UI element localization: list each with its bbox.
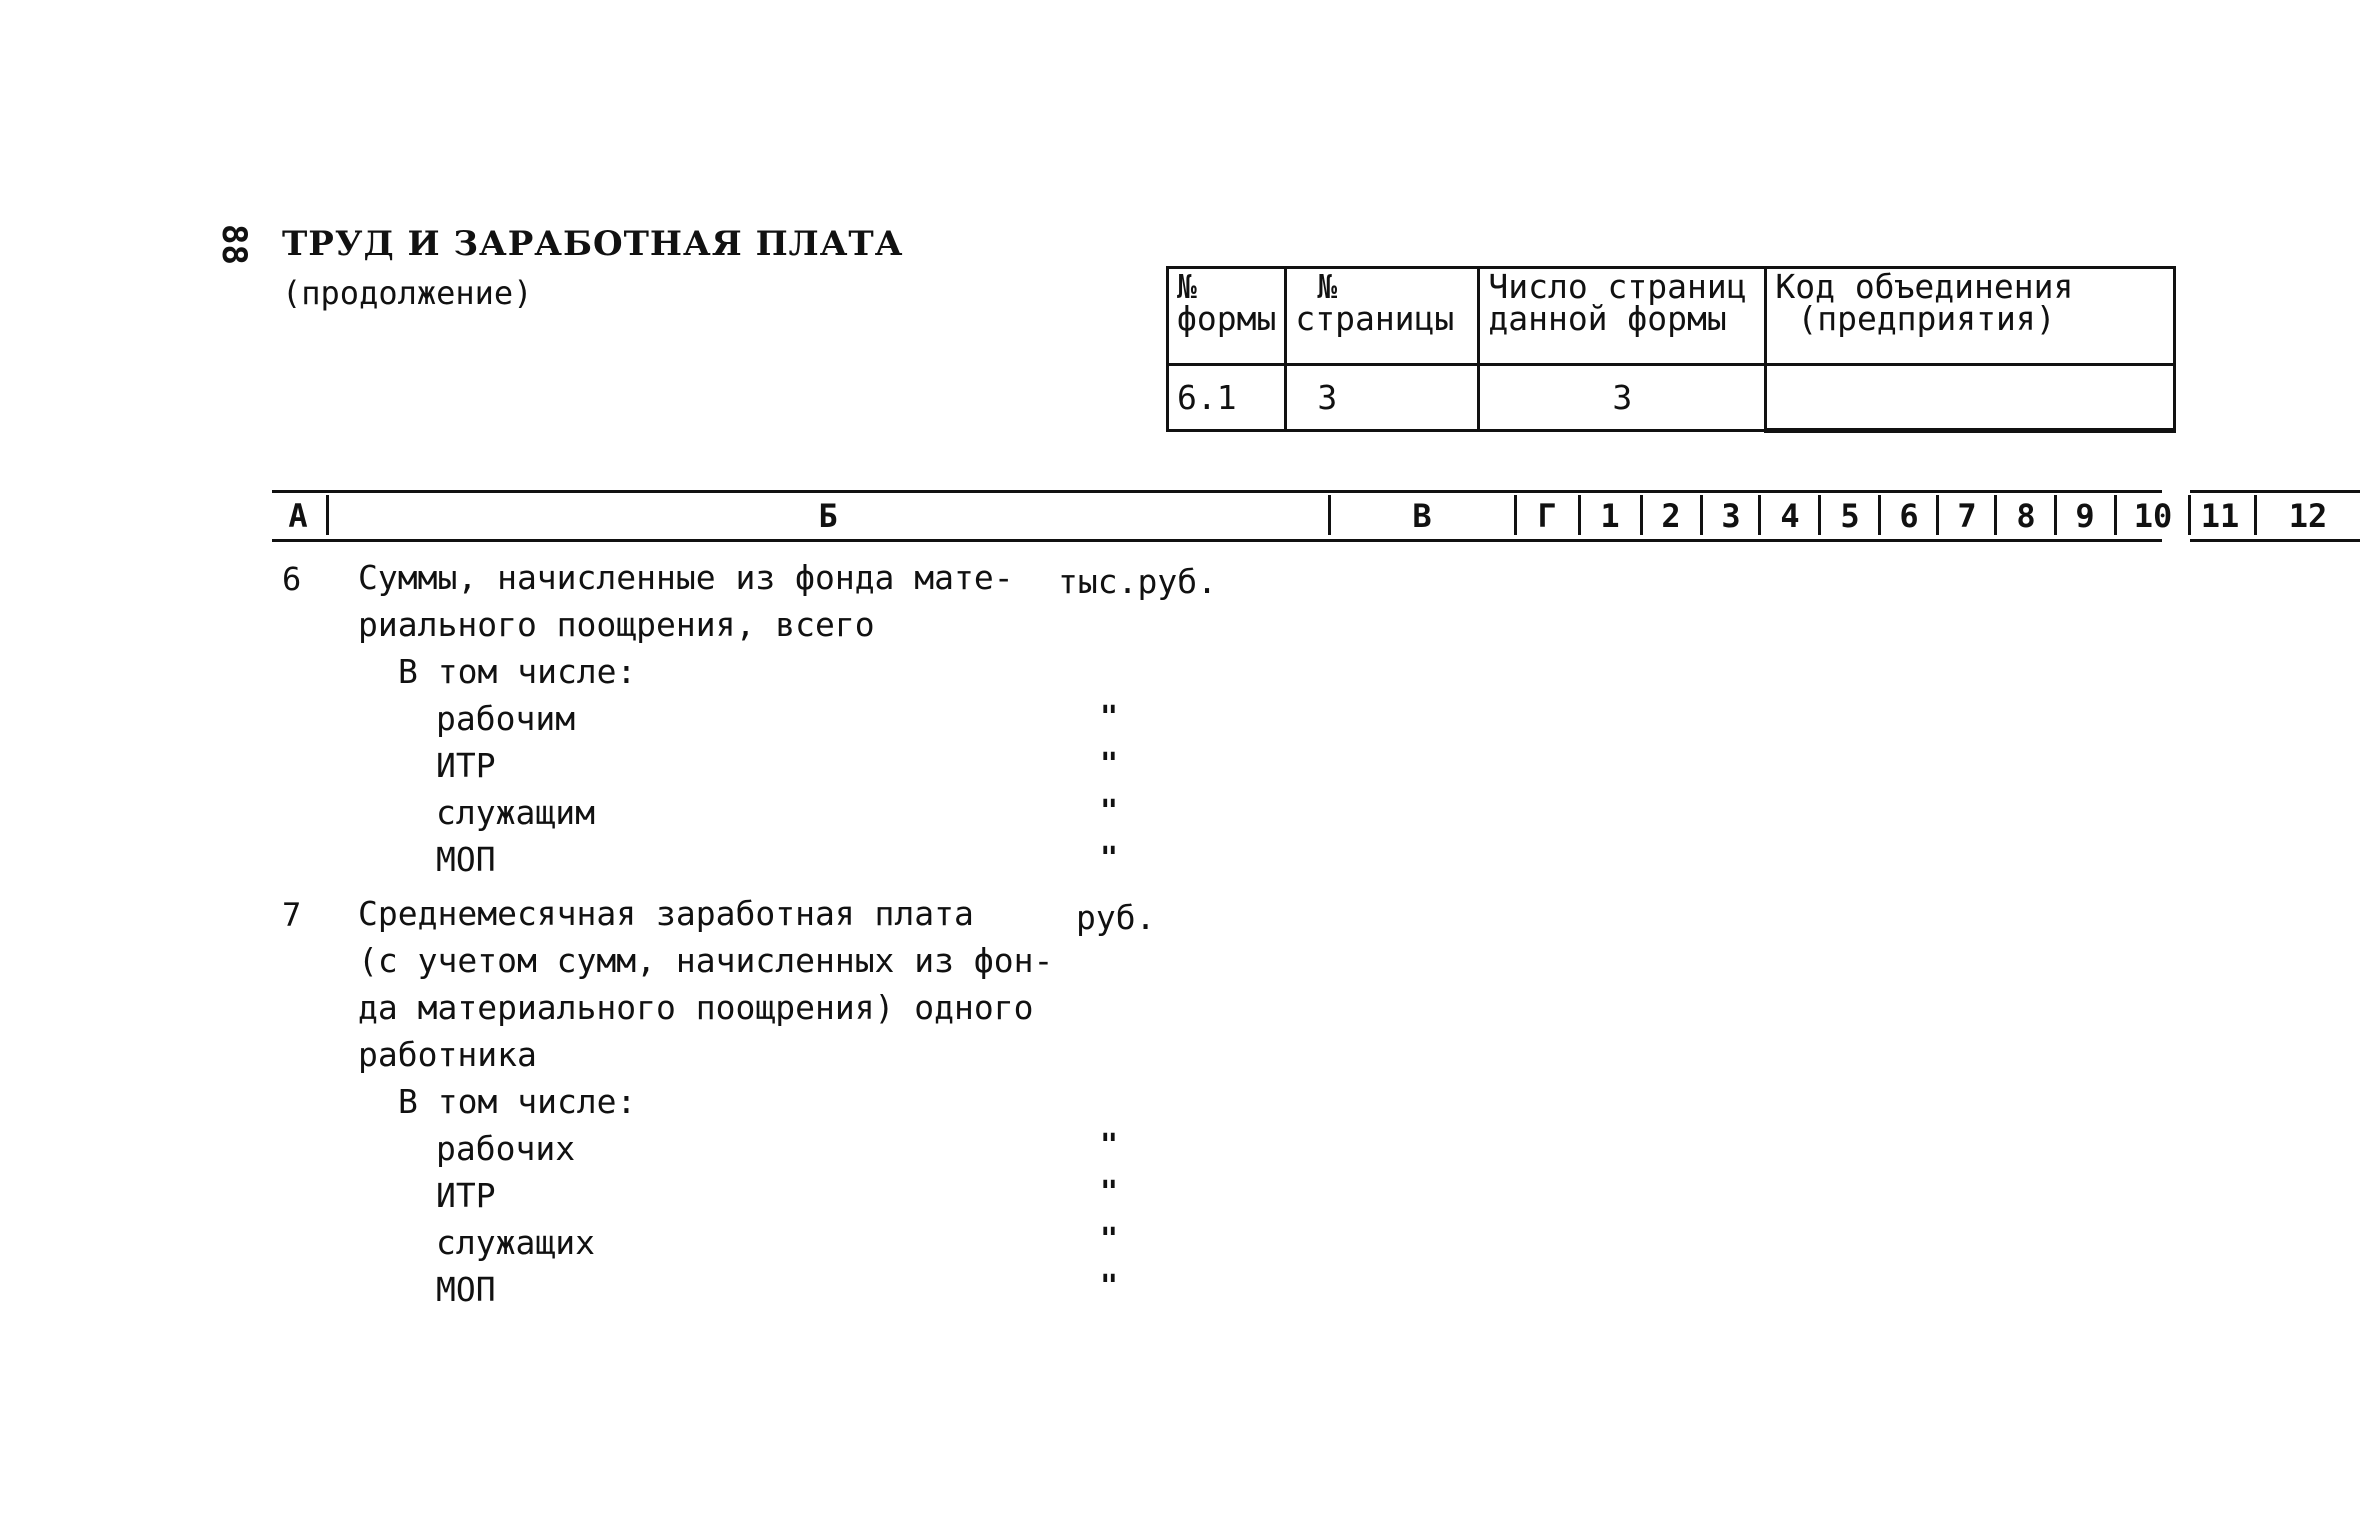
ditto-mark: ": [1100, 700, 1119, 735]
column-header: 4: [1780, 497, 1800, 535]
row-subheading: В том числе:: [398, 652, 637, 691]
meta-header-association-code: Код объединения (предприятия): [1766, 268, 2175, 365]
list-item-label: рабочим: [436, 699, 576, 738]
column-divider: [1878, 495, 1881, 535]
column-divider: [1328, 495, 1331, 535]
page-title: ТРУД И ЗАРАБОТНАЯ ПЛАТА: [282, 224, 904, 264]
ditto-mark: ": [1100, 1269, 1119, 1304]
meta-header-page-count: Число страниц данной формы: [1479, 268, 1766, 365]
column-divider: [1994, 495, 1997, 535]
column-header: 2: [1661, 497, 1681, 535]
column-divider: [1936, 495, 1939, 535]
column-header: Б: [818, 497, 838, 535]
ditto-mark: ": [1100, 1128, 1119, 1163]
column-header: 1: [1600, 497, 1620, 535]
column-divider: [1640, 495, 1643, 535]
list-item-label: ИТР: [436, 746, 496, 785]
list-item-label: служащих: [436, 1223, 595, 1262]
column-header: 5: [1840, 497, 1860, 535]
row-title: Среднемесячная заработная плата (с учетом сумм, начисленных из фон- да материального поощрения) одного работника: [358, 894, 1054, 1074]
row-number: 6: [282, 560, 302, 598]
column-header: 12: [2288, 497, 2328, 535]
meta-value-page-number: 3: [1286, 365, 1479, 431]
column-header: Г: [1537, 497, 1557, 535]
column-divider: [2054, 495, 2057, 535]
row-unit: тыс.руб.: [1058, 562, 1217, 601]
meta-value-page-count: 3: [1479, 365, 1766, 431]
column-header: 9: [2075, 497, 2095, 535]
column-header: 7: [1957, 497, 1977, 535]
page-subtitle: (продолжение): [282, 274, 533, 312]
ditto-mark: ": [1100, 794, 1119, 829]
column-divider: [326, 495, 329, 535]
meta-header-page-number: № страницы: [1286, 268, 1479, 365]
column-divider: [1514, 495, 1517, 535]
column-divider: [1758, 495, 1761, 535]
meta-header-form-number: № формы: [1168, 268, 1286, 365]
column-divider: [2114, 495, 2117, 535]
column-header: В: [1412, 497, 1432, 535]
list-item-label: ИТР: [436, 1176, 496, 1215]
row-number: 7: [282, 896, 302, 934]
ditto-mark: ": [1100, 747, 1119, 782]
page-number: 88: [214, 224, 254, 265]
list-item-label: служащим: [436, 793, 595, 832]
column-divider: [1700, 495, 1703, 535]
list-item-label: МОП: [436, 1270, 496, 1309]
column-divider: [2254, 495, 2257, 535]
column-header: 6: [1899, 497, 1919, 535]
ditto-mark: ": [1100, 841, 1119, 876]
column-header: 3: [1721, 497, 1741, 535]
column-header: А: [288, 497, 308, 535]
meta-value-form-number: 6.1: [1168, 365, 1286, 431]
list-item-label: МОП: [436, 840, 496, 879]
column-divider: [1578, 495, 1581, 535]
column-header: 11: [2200, 497, 2240, 535]
row-unit: руб.: [1076, 898, 1156, 937]
column-header-row-tail: [2190, 490, 2360, 542]
ditto-mark: ": [1100, 1222, 1119, 1257]
column-header-row: [272, 490, 2173, 542]
list-item-label: рабочих: [436, 1129, 576, 1168]
column-header: 10: [2133, 497, 2173, 535]
form-meta-table: [1166, 266, 2176, 433]
column-header: 8: [2016, 497, 2036, 535]
meta-value-association-code: [1766, 365, 2175, 431]
ditto-mark: ": [1100, 1175, 1119, 1210]
row-title: Суммы, начисленные из фонда мате- риального поощрения, всего: [358, 558, 1014, 644]
column-divider: [1818, 495, 1821, 535]
row-subheading: В том числе:: [398, 1082, 637, 1121]
